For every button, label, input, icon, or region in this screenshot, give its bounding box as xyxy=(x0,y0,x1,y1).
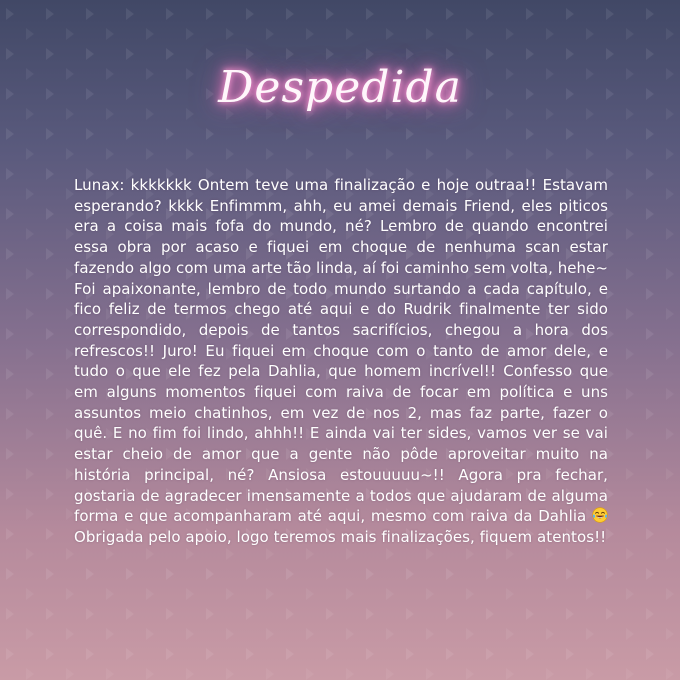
message-closing-text: Obrigada pelo apoio, logo teremos mais finalizações, fiquem atentos!! xyxy=(74,527,607,546)
message-text: Lunax: kkkkkkk Ontem teve uma finalização e hoje outraa!! Estavam esperando? kkkk Enfimmm, ahh, eu amei demais Friend, eles piticos era a coisa mais fofa do mundo, né? Lembro de quando encontrei essa obra por acaso e fiquei em choque de nenhuma scan estar fazendo algo com uma arte tão linda, aí foi caminho sem volta, hehe~ Foi apaixonante, lembro de todo mundo surtando a cada capítulo, e fico feliz de termos chego até aqui e do Rudrik finalmente ter sido correspondido, depois de tantos sacrifícios, chegou a hora dos refrescos!! Juro! Eu fiquei em choque com o tanto de amor dele, e tudo o que ele fez pela Dahlia, que homem incrível!! Confesso que em alguns momentos fiquei com raiva de focar em política e uns assuntos meio chatinhos, em vez de nos 2, mas faz parte, fazer o quê. E no fim foi lindo, ahhh!! E ainda vai ter sides, vamos ver se vai estar cheio de amor que a gente não pôde aproveitar muito na história principal, né? Ansiosa estouuuuu~!! Agora pra fechar, gostaria de agradecer imensamente a todos que ajudaram de alguma forma e que acompanharam até aqui, mesmo com raiva da Dahlia xyxy=(74,176,608,526)
page-title: Despedida xyxy=(218,62,462,113)
message-body xyxy=(74,175,608,548)
laughing-crying-emoji-icon xyxy=(592,507,608,523)
